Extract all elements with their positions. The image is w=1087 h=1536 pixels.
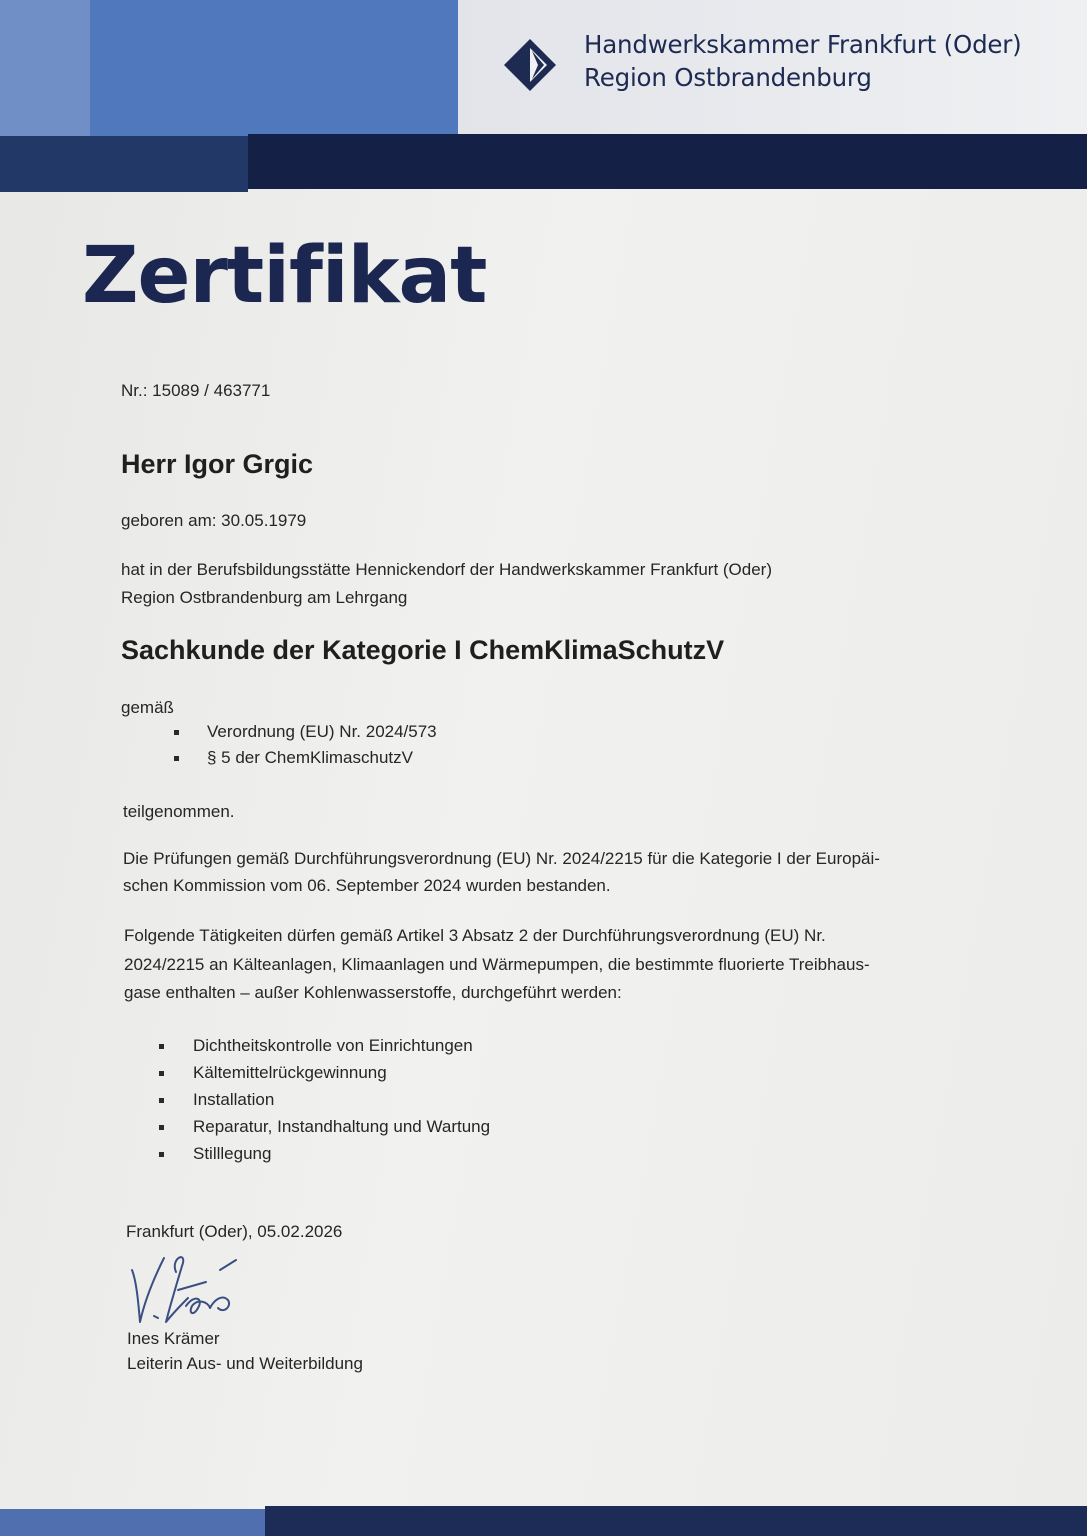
- list-item: Stilllegung: [159, 1140, 490, 1167]
- intro-line-1: hat in der Berufsbildungsstätte Hennickendorf der Handwerkskammer Frankfurt (Oder): [121, 560, 773, 579]
- header-band: [0, 0, 1087, 195]
- certificate-number: Nr.: 15089 / 463771: [121, 381, 271, 400]
- footer-stripe-dark: [265, 1506, 1087, 1536]
- participated-text: teilgenommen.: [123, 802, 235, 821]
- list-item: Verordnung (EU) Nr. 2024/573: [174, 719, 437, 745]
- header-stripe-dark: [248, 134, 1087, 189]
- birth-date: geboren am: 30.05.1979: [121, 511, 307, 530]
- exam-line-1: Die Prüfungen gemäß Durchführungsverordnung (EU) Nr. 2024/2215 für die Kategorie I der Europäi-: [123, 849, 880, 868]
- list-item: Reparatur, Instandhaltung und Wartung: [159, 1113, 490, 1140]
- signatory-role: Leiterin Aus- und Weiterbildung: [127, 1354, 363, 1373]
- activities-line-2: 2024/2215 an Kälteanlagen, Klimaanlagen und Wärmepumpen, die bestimmte fluorierte Treibhaus-: [124, 955, 870, 974]
- list-item: Dichtheitskontrolle von Einrichtungen: [159, 1032, 490, 1059]
- list-item: Installation: [159, 1086, 490, 1113]
- hwk-logo-icon: [502, 37, 558, 93]
- org-line-1: Handwerkskammer Frankfurt (Oder): [584, 30, 1022, 59]
- signature-icon: [118, 1246, 268, 1336]
- exam-line-2: schen Kommission vom 06. September 2024 wurden bestanden.: [123, 876, 611, 895]
- place-date: Frankfurt (Oder), 05.02.2026: [126, 1222, 343, 1241]
- according-label: gemäß: [121, 698, 174, 717]
- org-line-2: Region Ostbrandenburg: [584, 63, 872, 92]
- header-block-light: [0, 0, 90, 140]
- organization-name: [584, 28, 1022, 94]
- activities-line-3: gase enthalten – außer Kohlenwasserstoffe, durchgeführt werden:: [124, 983, 622, 1002]
- intro-line-2: Region Ostbrandenburg am Lehrgang: [121, 588, 408, 607]
- activities-list: [159, 1032, 490, 1167]
- footer-stripe-blue: [0, 1509, 265, 1536]
- signatory-name: Ines Krämer: [127, 1329, 220, 1348]
- activities-line-1: Folgende Tätigkeiten dürfen gemäß Artikel 3 Absatz 2 der Durchführungsverordnung (EU) Nr.: [124, 926, 826, 945]
- course-title: Sachkunde der Kategorie I ChemKlimaSchutzV: [121, 635, 725, 665]
- regulation-list: [174, 719, 437, 771]
- list-item: § 5 der ChemKlimaschutzV: [174, 745, 437, 771]
- header-stripe-left: [0, 136, 248, 192]
- document-title: Zertifikat: [82, 231, 487, 321]
- header-block-blue: [90, 0, 458, 136]
- list-item: Kältemittelrückgewinnung: [159, 1059, 490, 1086]
- recipient-name: Herr Igor Grgic: [121, 449, 314, 479]
